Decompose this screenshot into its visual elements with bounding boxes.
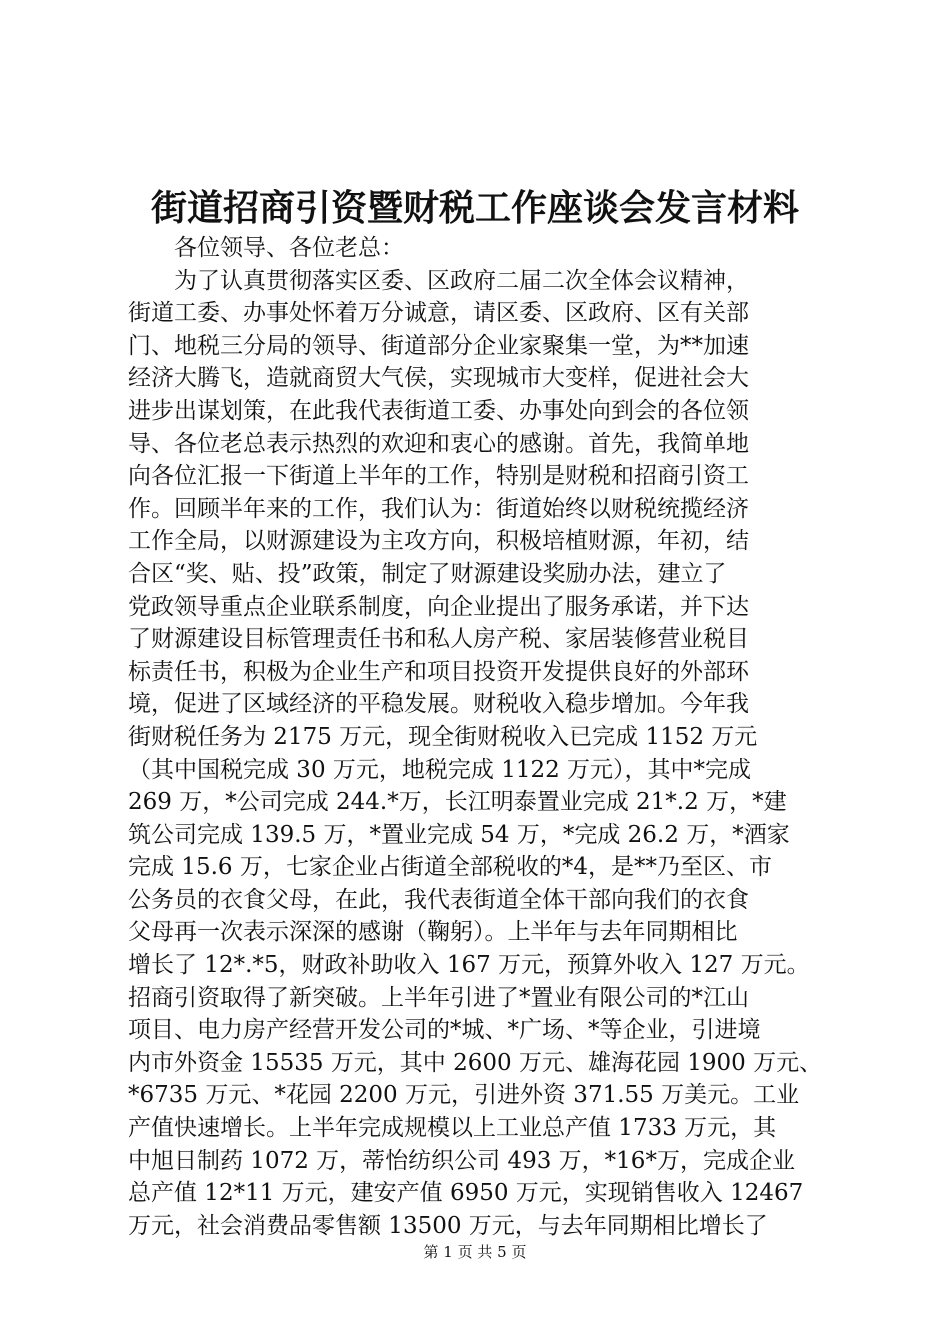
body-line: 了财源建设目标管理责任书和私人房产税、家居装修营业税目: [128, 626, 749, 653]
body-line: 万元，社会消费品零售额 13500 万元，与去年同期相比增长了: [128, 1212, 768, 1239]
body-line: 筑公司完成 139.5 万，*置业完成 54 万，*完成 26.2 万，*酒家: [128, 821, 790, 848]
body-line: 父母再一次表示深深的感谢（鞠躬）。上半年与去年同期相比: [128, 919, 738, 946]
body-line: 导、各位老总表示热烈的欢迎和衷心的感谢。首先，我简单地: [128, 430, 749, 457]
body-line: 境，促进了区域经济的平稳发展。财税收入稳步增加。今年我: [128, 691, 749, 718]
body-line: 进步出谋划策，在此我代表街道工委、办事处向到会的各位领: [128, 397, 749, 424]
document-body: [128, 232, 828, 1242]
body-line: （其中国税完成 30 万元，地税完成 1122 万元），其中*完成: [128, 756, 752, 783]
body-line: 党政领导重点企业联系制度，向企业提出了服务承诺，并下达: [128, 593, 749, 620]
body-line: 完成 15.6 万，七家企业占街道全部税收的*4，是**乃至区、市: [128, 854, 772, 881]
body-line: 街道工委、办事处怀着万分诚意，请区委、区政府、区有关部: [128, 300, 749, 327]
body-line: 公务员的衣食父母，在此，我代表街道全体干部向我们的衣食: [128, 886, 749, 913]
body-line: 总产值 12*11 万元，建安产值 6950 万元，实现销售收入 12467: [128, 1180, 804, 1207]
body-line: 街财税任务为 2175 万元，现全街财税收入已完成 1152 万元: [128, 723, 758, 750]
body-line: 269 万，*公司完成 244.*万，长江明泰置业完成 21*.2 万，*建: [128, 789, 787, 816]
body-line: 增长了 12*.*5，财政补助收入 167 万元，预算外收入 127 万元。: [128, 952, 810, 979]
body-line: 工作全局，以财源建设为主攻方向，积极培植财源，年初，结: [128, 528, 749, 555]
page-footer: 第 1 页 共 5 页: [423, 1243, 527, 1261]
body-line: 门、地税三分局的领导、街道部分企业家聚集一堂，为**加速: [128, 332, 749, 359]
body-line: 内市外资金 15535 万元，其中 2600 万元、雄海花园 1900 万元、: [128, 1049, 823, 1076]
body-line: 各位领导、各位老总：: [128, 235, 404, 261]
body-line: 招商引资取得了新突破。上半年引进了*置业有限公司的*江山: [128, 984, 749, 1011]
body-line: 经济大腾飞，造就商贸大气侯，实现城市大变样，促进社会大: [128, 365, 749, 392]
body-line: 产值快速增长。上半年完成规模以上工业总产值 1733 万元，其: [128, 1115, 777, 1142]
body-line: 为了认真贯彻落实区委、区政府二届二次全体会议精神，: [128, 267, 749, 294]
body-line: *6735 万元、*花园 2200 万元，引进外资 371.55 万美元。工业: [128, 1082, 800, 1109]
document-title: 街道招商引资暨财税工作座谈会发言材料: [150, 187, 799, 229]
body-line: 作。回顾半年来的工作，我们认为：街道始终以财税统揽经济: [128, 495, 749, 522]
body-line: 标责任书，积极为企业生产和项目投资开发提供良好的外部环: [128, 658, 749, 685]
body-line: 项目、电力房产经营开发公司的*城、*广场、*等企业，引进境: [128, 1017, 761, 1044]
body-line: 合区“奖、贴、投”政策，制定了财源建设奖励办法，建立了: [128, 560, 727, 587]
body-line: 向各位汇报一下街道上半年的工作，特别是财税和招商引资工: [128, 463, 749, 490]
body-line: 中旭日制药 1072 万，蒂怡纺织公司 493 万，*16*万，完成企业: [128, 1147, 795, 1174]
